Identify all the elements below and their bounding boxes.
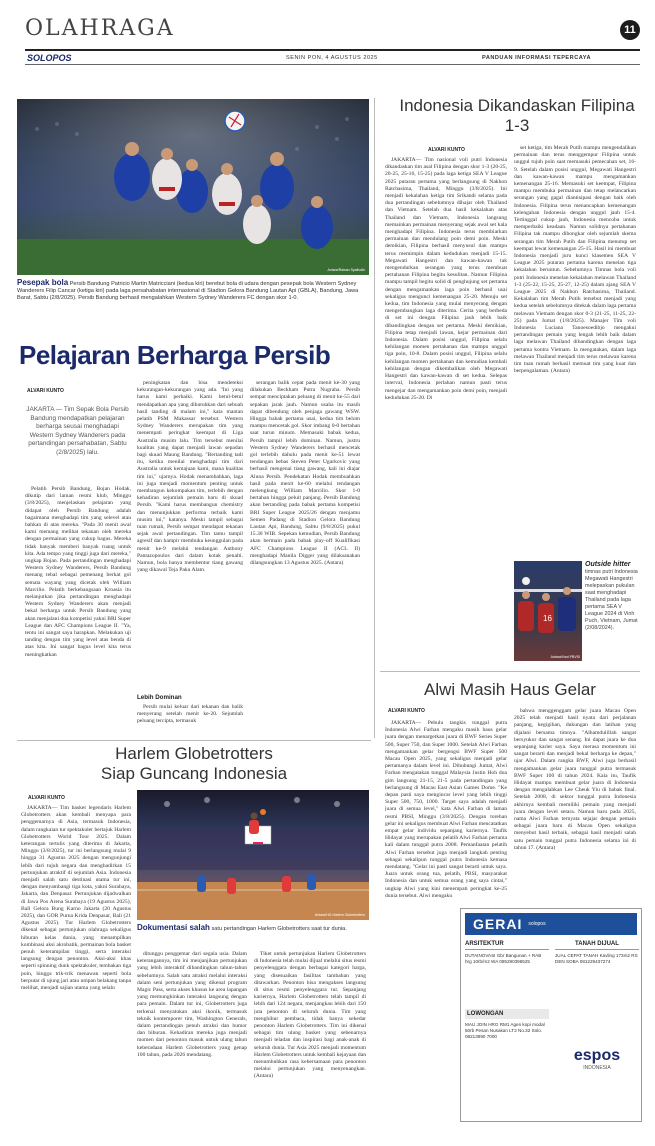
volley-byline: ALVARI KUNTO <box>428 147 465 153</box>
ad-jobs-title: LOWONGAN <box>465 1009 549 1019</box>
harlem-col-2-text: ditunggu penggemar dari segala usia. Dalam keterangannya, tim ini menjanjikan pertunjukan yang lebih interaktif dibandingkan tahun-tahun sebelumnya. Salah satu atraksi melalui interaksi dalam seni pertunjukan yang dikenal program Magic Pass, serta akses khusus ke area lapangan yang memungkinkan interaksi langsung dengan para pemain. Dalam tur ini, Globetrotters juga terkenal menyatukan aksi ikonik, termasuk teknik kontemporer tim, Washington Generals, dalam pertandingan penuh atraksi dan humor dan hiburan. Kehadiran mereka juga menjadi momen dari penonton masuk untuk ulang tahun keberadaan Harlem Globetrotters yang genap 100 tahun, pada 2026 mendatang. <box>137 951 247 1058</box>
ad-land-title: TANAH DIJUAL <box>555 941 639 950</box>
volley-photo-credit: Antara/Vwd PBVSI <box>550 655 580 659</box>
main-col-3-text: serangan balik cepat pada menit ke-30 yang dilakukan Beckham Putra Nugraha. Persib sempat menciptakan peluang di menit ke-55 dari sepakan jarak jauh. Namun usaha itu masih dapat dibendung oleh penjaga gawang WSW. Hingga babak pertama usai, kedua tim belum mampu mencetak gol. Skor imbang 0-0 bertahan saat turun minum. Memasuki babak kedua, Persib tampil lebih dominan. Namun, justru Western Sydney Wanderers berhasil mencetak gol terlebih dahulu pada menit ke-51 lewat tendangan bebas Steven Peter Ugarkovic yang berhasil mengenai tiang gawang, kali ini diajar Aluna Persib. Pendekatan Hodak membuahkan hasil pada menit ke-60 melalui tendangan melengkung William Marcilio. Skor 1-0 bertahan hingga peluit panjang. Persib Bandung akan bertanding pada babak pertama kompetisi BRI Super League 2025/26 dengan menjamu Semen Padang di Stadion Gelora Bandung Lautan Api, Bandung, Sabtu (9/8/2025) pukul 15.30 WIB. Sepekan kemudian, Persib Bandung akan bermain pada babak play-off Kualifikasi AFC Champions League II (ACL II) menghadapi Manila Digger yang dilaksanakan dilangsungkan 13 Agustus 2025. (Antara) <box>250 380 360 567</box>
main-deck: JAKARTA — Tim Sepak Bola Persib Bandung mendapatkan pelajaran berharga seusai menghadapi Western Sydney Wanderers pada pertandingan persahabatan, Sabtu (2/8/2025) lalu. <box>26 406 129 456</box>
alwi-top-rule <box>380 671 640 672</box>
ad-jobs <box>465 1009 549 1109</box>
harlem-col-3-text: Tiket untuk pertunjukan Harlem Globetrotters di Indonesia telah mulai dijual melalui situs resmi penyelenggara dengan berbagai kategori harga, yang disesuaikan fasilitas tambahan yang ditawarkan. Penonton bisa mengakses langsung di situs resmi penyelenggara tur. Sepanjang kariernya, Harlem Globetrotters telah tampil di lebih dari 124 negara, menjangkau lebih dari 150 juta penonton di seluruh dunia. Tim yang menghibur pembaca, tidak hanya sekedar penonton Harlem Globetrotters. Tim ini dikenal sebagai tim ulung basket yang sebenarnya menjadi teladan dan inspirasi bagi anak-anak di seluruh dunia. Tur Asia 2025 menjadi momentum Harlem Globetrotters untuk kembali kejayaan dan menumbuhkan rasa kebersamaan para penonton melalui pertunjukan yang menyenangkan. (Antara) <box>254 951 366 1080</box>
header-tagline: PANDUAN INFORMASI TEPERCAYA <box>482 55 592 61</box>
column-rule <box>374 98 375 738</box>
classifieds-sub: solopos <box>528 921 546 927</box>
brand-text: SOLOPOS <box>27 53 72 63</box>
ad-architecture-text: DUTAINOVASI Gbr Bangunan + RAB hrg 10rb/m2 WA 085290396525 <box>465 953 542 964</box>
alwi-col-2 <box>514 708 636 898</box>
main-col-3 <box>250 380 360 735</box>
harlem-col-3 <box>254 951 366 1139</box>
football-photo <box>17 99 369 275</box>
volley-col-2 <box>514 145 636 553</box>
alwi-byline: ALVARI KUNTO <box>388 708 425 714</box>
harlem-photo-credit: Antara/HO-Harlem Globetrotters <box>314 913 365 917</box>
volley-headline: Indonesia Dikandaskan Filipina 1-3 <box>399 96 635 135</box>
harlem-caption-lead: Dokumentasi salah <box>137 923 210 932</box>
caption-lead: Pesepak bola <box>17 278 69 287</box>
alwi-col-1-text: JAKARTA— Pebulu tangkis tunggal putra Indonesia Alwi Farhan mengaku masih haus gelar juara dengan menargetkan juara di BWF Series Super 500, Super 750, dan Super 1000. Setelah Alwi Farhan mengamankan gelar bergengsi BWF Super 500 Macau Open 2025, yang sekaligus menjadi gelar pertamanya dalam level ini. Dihubungi Jumat, Alwi Farhan mengatakan tunggal Malaysia Justin Hoh dua gim langsung 21-15, 21-5 pada pertandingan yang berlangsung di Macau East Asian Games Dome. "Ke depan pasti saya mengincar level yang lebih tinggi Super 500, 750, 1000. Target saya adalah menjadi juara di semua level," kata Alwi Farhan di laman resmi PBSI, Minggu (3/8/2025). Dengan torehan gelar ini sekaligus membuat Alwi Farhan mencatatkan empat gelar individu sepanjang kariernya. Taufik Hidayat yang merupakan pelatih Alwi Farhan pertama kali dalam tunggal putra 2008. Pemanfaatan pelatih Alwi Farhan tersebut juga menjadi langkah penting sebagai sekalipun tunggal putra Indonesia kemasa mendatang. "Gelar ini pasti sangat berarti untuk saya. Juara untuk orang tua, pelatih, PBSI, masyarakat Indonesia dan untuk semua orang yang saya cintai," ungkap Alwi yang kini menempati peringkat ke-25 dunia tersebut. Alwi mengaku <box>385 720 507 899</box>
football-photo-art <box>17 99 369 275</box>
main-headline: Pelajaran Berharga Persib <box>19 340 331 370</box>
svg-text:16: 16 <box>543 614 552 623</box>
harlem-col-2 <box>137 951 247 1139</box>
espos-logo: espos <box>573 1047 621 1064</box>
ad-jobs-text: MAU JOIN HRG RM1 Agen kopi modal 50rb Pesan Nusakan LT2 No.32 Solo. 08213990 7000 <box>465 1022 545 1039</box>
main-col-1-text: Pelatih Persib Bandung, Bojan Hodak, dikutip dari laman resmi klub, Minggu (3/8/2025), menjelaskan pelajaran yang didapat oleh Persib Bandung adalah bagaimana menghadapi tim yang selevel atau bahkan di atas mereka. "Pada 30 menit awal kami memang melihat tekanan oleh mereka dengan permainan yang cukup bagus. Mereka tidak banyak memberi banyak ruang untuk kita. Ada tempo yang tinggi juga dari mereka," ungkap Bojan. Pada pertandingan menghadapi Western Sydney Wanderers, Persib Bandung menang tebal sebagai pemenang berkat gol semata wayang yang dicetak oleh William Marcilio. Pelatih berkebangsaan Kroasia itu melanjutkan jika pertandingan menghadapi Western Sydney Wanderers akan menjadi bekal berharga untuk Persib Bandung yang akan menjalani dua kompetisi yakni BRI Super League dan AFC Champions League II. "Ya, tentu ini sangat saya harapkan. Melakukan uji tanding dengan tim yang level atas benda di atas kita. Ini sangat bagus level kita terus meningkatkan <box>25 486 131 658</box>
ad-architecture <box>465 941 549 1003</box>
main-col-2b-text: Persib mulai keluar dari tekanan dan balik menyerang setelah menit ke-20. Sejumlah peluang tercipta, termasuk <box>137 704 243 725</box>
volley-caption-lead: Outside hitter <box>585 561 631 568</box>
ad-land-text: JUAL CEPAT TANAH Kavling 173m2 RS DEN SOBA 081229437274 <box>555 953 638 964</box>
volley-photo <box>514 561 582 661</box>
harlem-headline-2: Siap Guncang Indonesia <box>100 764 288 783</box>
section-header <box>25 16 640 41</box>
volley-col-1-text: JAKARTA— Tim nasional voli putri Indonesia dikandaskan tim asal Filipina dengan skor 1-3 (20-25, 20-25, 25-16, 15-25) pada laga ketiga SEA V League 2025 putaran pertama yang berlangsung di Nakhon Ratchasima, Thailand, Minggu (3/8/2025). Ini menjadi kekalahan ketiga tim Srikandi selama pada dua pertandingan sebelumnya dihajar oleh Thailand dan Vietnam. Setelah dua hasil kekalahan atas Thailand dan Vietnam, Indonesia langsung memainkan permainan menyerang sejak awal set kala menghadapi Filipina. Indonesia terus membiarkan permainan dan mendulang poin demi poin. Meski demikian, Filipina berhasil menyusul dan mampu terus memimpin dalam kedudukan menjadi 15-15. Megawati Hangestri dan kawan-kawan tak mengendurkan serangan yang terus membuat pertahanan Filipina begitu kesulitan. Namun Filipina mampu tampil begitu solid di penghujung set pertama dengan mengamankan laga poin berhasil usai sekaligus mengunci kemenangan 25-20. Menuju set kedua, tim Indonesia yang mulai menyerang dengan mengembangkan laga diterima. Cerita yang berbeda di set ini dengan Filipina jauh lebih baik dibandingkan dengan set pertama. Meski demikian, Filipina tetap menjadi lawan, kejar permainan dari Indonesia. Dalam posisi unggul, Filipina selalu kehilangan momen pertahanan dan mampu unggul tiga poin, 10-8. Dalam posisi unggul, Filipina selalu kehilangan momen pertahanan dan kemudian kembali kehilangan dengan dikembalikan oleh Megawati Hangestri dan kawan-kawan di set kedua. Selepas interval, Indonesia perlahan namun pasti terus mengejar dan mengamankan poin demi poin, menjadi kedudukan 25-20. Di <box>385 157 507 401</box>
main-col-2b <box>137 704 243 734</box>
classifieds-box <box>460 908 642 1122</box>
header-date: SENIN PON, 4 AGUSTUS 2025 <box>286 55 378 61</box>
header-rule-thin <box>25 64 640 65</box>
main-col-2-text: peningkatan dan bisa mendeteksi kekurangan-kekurangan yang ada. "Ini yang harus kami perbaiki. Kami betul-betul mendapatkan apa yang dibutuhkan dari sebuah hasil tanding di malam ini," kata mantan pelatih PSM Makassar tersebut. Western Sydney Wanderers merupakan tim yang menempati peringkat keempat di Liga Australia musim lalu. Tim tersebut menilai kualitas yang dapat menjadi lawan sepadan bagi skuad Maung Bandung. "Bertanding tadi itu, ketika menilai menghadapi tim dari Australia untuk kemajuan kami, mana kualitas tim ini," ujarnya. Hodak menambahkan, laga ini juga menjadi momentum penting untuk membangun kekompakan tim, terlebih dengan kehadiran sejumlah pemain baru di skuad Persib. "Kami harus membangun chemistry dan menunjukkan performa terbaik kami musim ini," katanya. Meski tampil sebagai tuan rumah, Persib sempat mendapat tekanan sejak awal pertandingan. Tim tamu tampil agresif dan hampir membuka keunggulan pada menit ke-9 melalui tendangan Anthony Pantazopoulos dari dalam kotak penalti. Namun, bola hanya membentur tiang gawang yang dikawal Teja Paku Alam. <box>137 380 243 574</box>
alwi-headline: Alwi Masih Haus Gelar <box>424 680 596 699</box>
football-photo-caption <box>17 279 367 302</box>
ad-espos <box>555 1009 639 1109</box>
main-col-1 <box>25 486 131 776</box>
main-byline: ALVARI KUNTO <box>27 388 64 394</box>
ad-architecture-title: ARSITEKTUR <box>465 941 549 950</box>
volley-photo-art <box>514 561 582 661</box>
harlem-photo-caption <box>137 924 369 933</box>
harlem-headline <box>17 744 371 784</box>
caption-text: Persib Bandung Patricio Martin Matricciani (kedua kiri) berebut bola di udara dengan pesepak bola Western Sydney Wanderers Filip Cancar (ketiga kiri) pada laga persahabatan internasional di Stadion Gelora Bandung Lautan Api (GBLA), Bandung, Jawa Barat, Sabtu (2/8/2025). Persib Bandung berhasil mengalahkan Western Sydney Wanderers FC dengan skor 1-0. <box>17 281 359 301</box>
page-number: 11 <box>620 20 640 40</box>
harlem-col-1 <box>21 805 131 1135</box>
ad-land <box>555 941 639 1003</box>
football-photo-credit: Antara/Raisan Syaifudin <box>327 268 365 272</box>
volley-col-2-text: set ketiga, tim Merah Putih mampu mengendalikan permainan dan terus menggempur Filipina untuk unggul tujuh poin saat memasuki pemecahan set, 16-9. Setelah dalam posisi unggul, Megawati Hangestri dan kawan-kawan mampu mengamankan kemenangan 25-16. Memasuki set keempat, Filipina mampu membuka permainan dan tetap melancarkan serangan yang gagal diantisipasi dengan baik oleh Indonesia. Filipina terus menancapkan kemenangan kelengahan Indonesia dengan unggul jauh 15-4. Tertinggal cukup jauh, Indonesia mencoba untuk memperbaiki keadaan. Namun solidnya pertahanan Filipina tak mampu dibongkar oleh sejumlah skema serangan tim Merah Putih dan Filipina menutup set keempat lewat kemenangan 25-15. Hasil ini membuat Indonesia menjadi juru kunci klasemen SEA V League 2025 putaran pertama karena menelan tiga kekalahan beruntun. Sebelumnya Timnas bola voli putri Indonesia menelan kekalahan melawan Thailand 1-3 (25-22, 15-25, 25-27, 12-25) dalam ajang SEA V League 2025 di Nakhon Ratchasima, Thailand. Kekalahan tim Merah Putih tersebut menjadi yang kedua setelah sebelumnya ditekuk dalam laga pertama melawan Vietnam dengan skor 0-3 (21-25, 11-25, 22-25) pada Jumat (1/8/2025). Manajer Tim voli Indonesia Luciana Tanoesoedibjo mengakui pertandingan pemain yang lengah lebih baik dalam laga melawan Thailand dibandingkan dengan laga pertama kontra Vietnam. Ia mengatakan, dalam laga melawan Thailand menjadi tim terus melawan karena tim tuan rumah berhasil memuat tim yang kuat dan berpengalaman. (Antara) <box>514 145 636 375</box>
harlem-caption-text: satu pertandingan Harlem Globetrotters saat tur dunia. <box>211 926 347 932</box>
section-title: OLAHRAGA <box>25 16 175 41</box>
harlem-headline-1: Harlem Globetrotters <box>115 744 273 763</box>
harlem-top-rule <box>17 740 371 741</box>
harlem-col-1-text: JAKARTA— Tim basket legendaris Harlem Globetrotters akan kembali menyapa para penggemarnya di Asia, termasuk Indonesia, dalam rangkaian tur spektakuler bertajuk Harlem Globetrotters World Tour 2025. Dalam keterangan tertulis yang diterima di Jakarta, Minggu (3/8/2025), tur ini berlangsung mulai 9 hingga 31 Agustus 2025 dengan mengunjungi lebih dari tujuh negara dan menghadirkan 15 pertunjukan atraktif di sejumlah Asia. Indonesia menjadi salah satu destinasi utama tur ini, dengan menyambangi tiga kota, yakni Surabaya, Jakarta, dan Denpasar. Pertunjukan dijadwalkan di Jawa Pos Arena Surabaya (19 Agustus 2025), Ball Gelora Bung Karno Jakarta (20 Agustus 2025), dan GOR Purna Krida Denpasar, Bali (21 Agustus 2025). Tur Harlem Globetrotters dikenal sebagai pertunjukan olahraga sekaligus hiburan kelas dunia, yang menampilkan kombinasi aksi akrobatik, permainan bola basket penuh keterampilan tinggi, serta interaksi langsung dengan penonton. Aksi-aksi khas seperti spinning dunk spektakuler, tembakan tiga poin, hingga trik-trik menawan seperti bola berputar di ujung jari atau umpan belakang tanpa melihat, menjadi sajian utama yang selalu <box>21 805 131 992</box>
classifieds-banner <box>465 913 637 935</box>
alwi-col-2-text: bahwa menggenggam gelar juara Macau Open 2025 telah menjadi hasil nyata dari perjalanan panjang, kegigihan, dukungan dan latihan yang dijalani bersama timnya. "Alhamdulillah sangat bersyukur dan sangat senang. Ini dapat juara ke dua sepanjang karier saya. Saya merasa momentum ini sangat berarti dan menjadi bekal berharga ke depan," ujar Alwi. Dalam rangka BWF, Alwi juga berhasil mengamankan gelar juara tunggal putra termasuk BWF Super 100 di tahun 2024. Kala itu, Taufik Hidayat mampu membuat gelar juara di Indonesia dengan mengalahkan Lee Cheuk Yiu di babak final. Setelah 2008, di sektor tunggal putra Indonesia akhirnya kembali memiliki pemain yang menjadi juara dengan level setara. Namun baru pada 2025, nama Alwi Farhan ternyata sejajar dengan pemain sebagai juara baru di Macau Open sekaligus menyebut hasil terbaik, sebagai hasil menjadi salah satu pemain tunggal putra Indonesia selama ini di tahun 17. (Antara) <box>514 708 636 851</box>
brand-logo <box>27 53 72 63</box>
classifieds-brand: GERAI <box>473 916 523 932</box>
volley-photo-caption <box>585 561 640 632</box>
volley-caption-text: timnas putri Indonesia Megawati Hangestri melepaskan pukulan saat menghadapi Thailand pada laga pertama SEA V League 2024 di Vinh Puch, Vietnam, Jumat (2/08/2024). <box>585 569 638 631</box>
harlem-photo <box>137 790 369 920</box>
harlem-byline: ALVARI KUNTO <box>28 795 65 801</box>
harlem-photo-art <box>137 790 369 920</box>
volley-col-1 <box>385 157 507 582</box>
espos-sub: INDONESIA <box>583 1065 611 1071</box>
header-rule <box>25 49 640 51</box>
main-col-2 <box>137 380 243 698</box>
main-subhead: Lebih Dominan <box>137 694 182 701</box>
